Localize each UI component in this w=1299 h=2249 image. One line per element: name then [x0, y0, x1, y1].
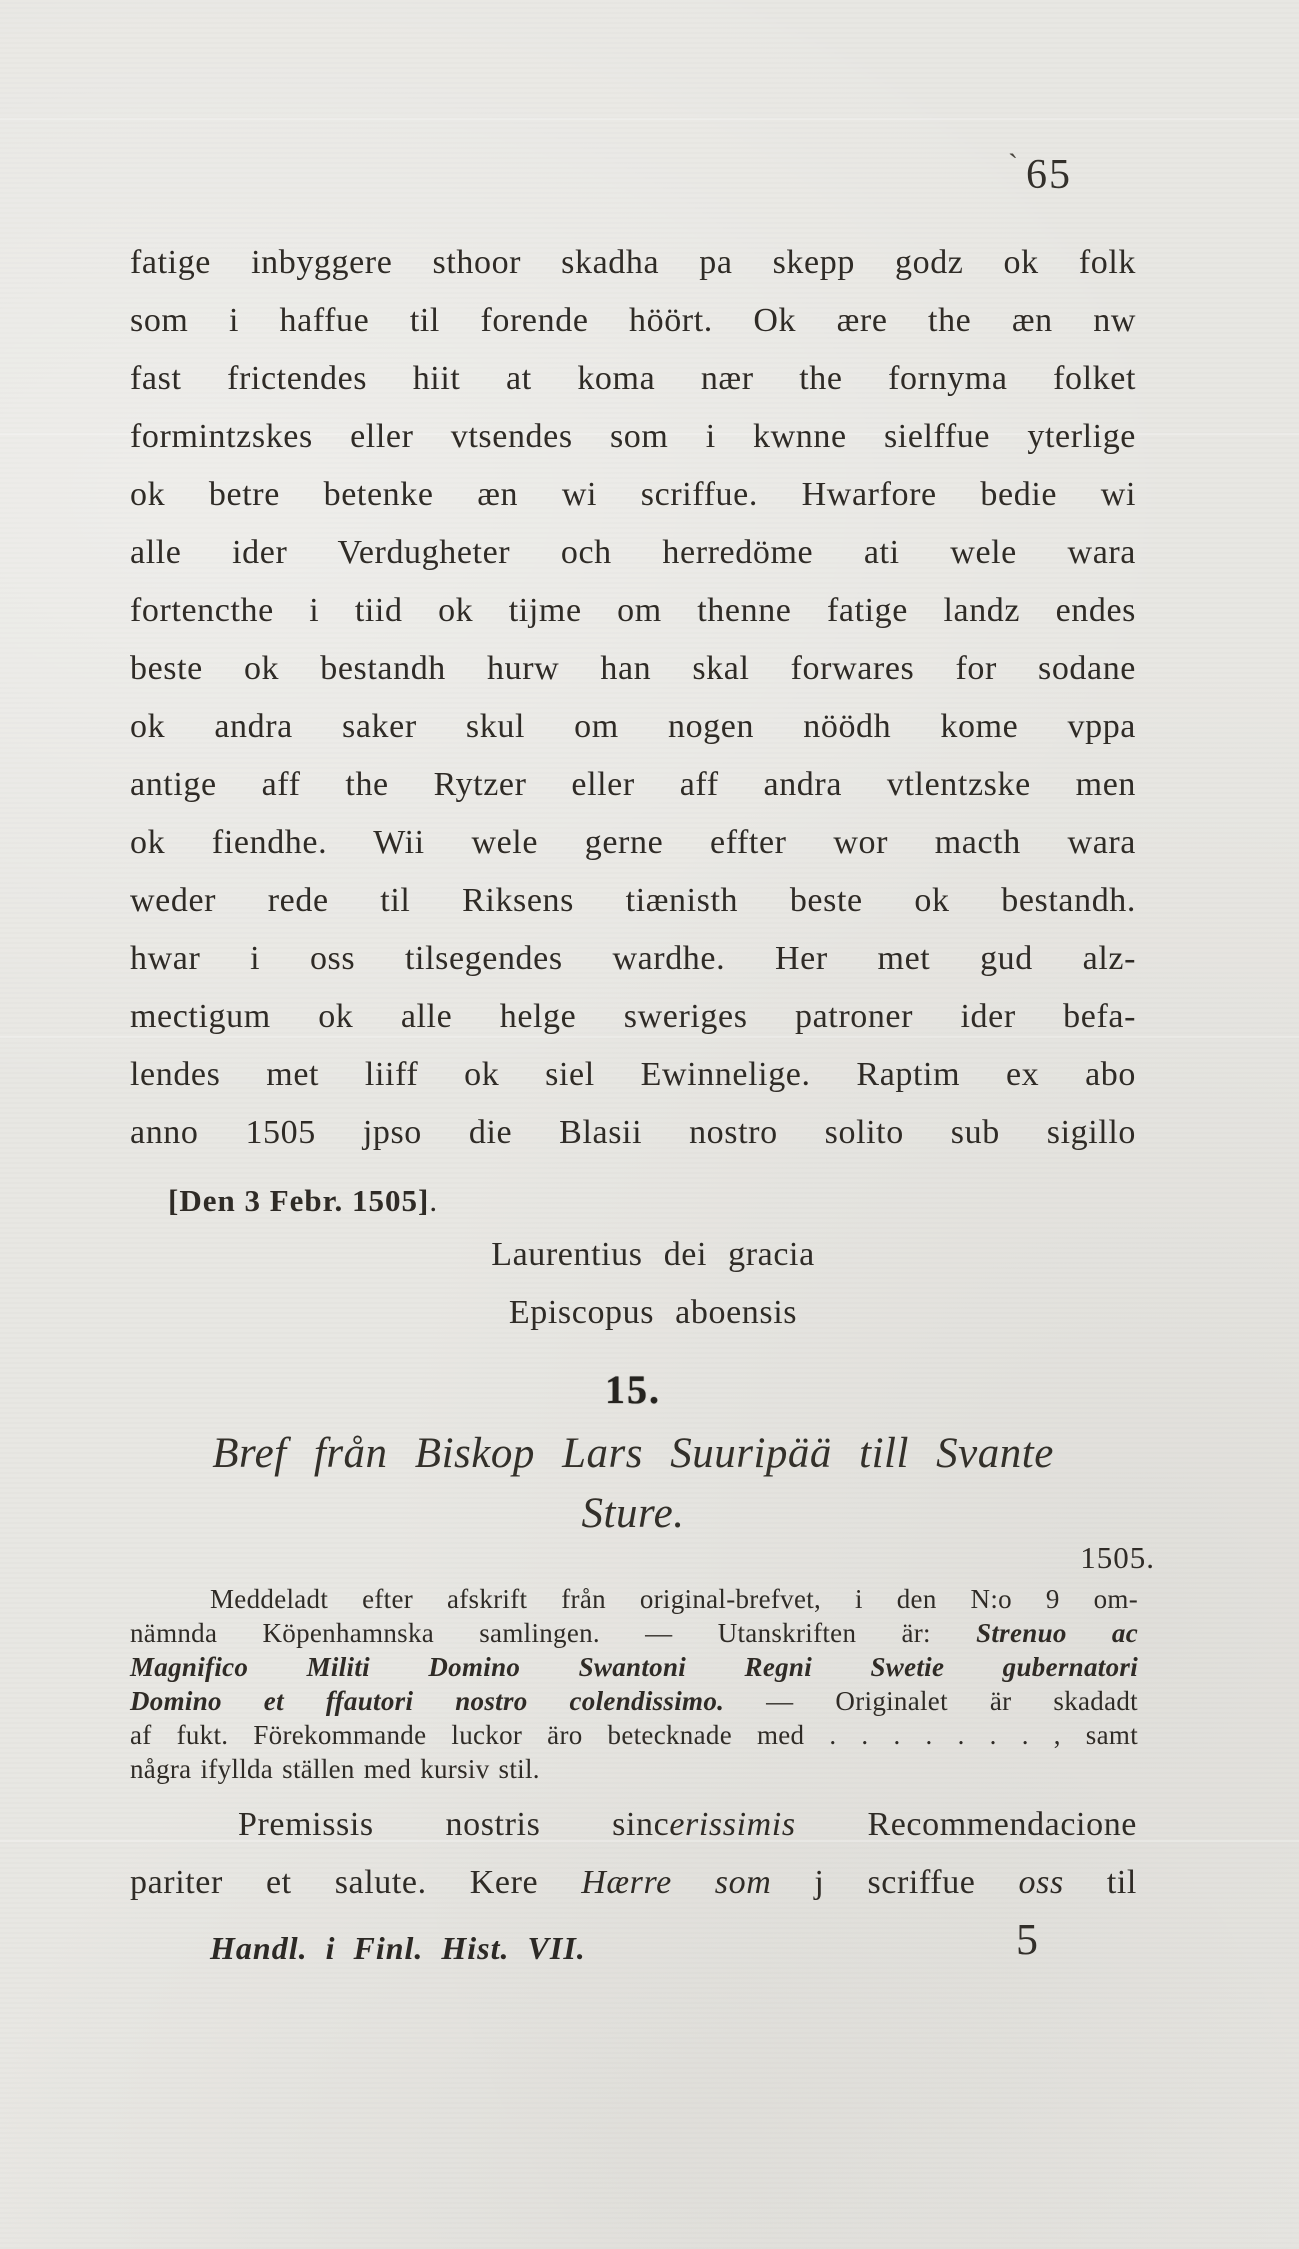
- date-bold: [Den 3 Febr. 1505]: [168, 1183, 430, 1218]
- page-number: 65: [1026, 152, 1072, 198]
- note-line: [130, 1684, 1138, 1718]
- closing-italic: erissimis: [669, 1806, 796, 1843]
- sheet-signature-number: 5: [1016, 1915, 1038, 1964]
- letter-line: alle ider Verdugheter och herredöme ati wele wara: [130, 534, 1136, 571]
- note-roman: nämnda Köpenhamnska samlingen. — Utanskriften är:: [130, 1618, 931, 1648]
- scan-streak: [0, 118, 1299, 120]
- letter-opening-block: [130, 1796, 1137, 1912]
- closing-roman: Recommendacione: [867, 1806, 1137, 1843]
- page-header: [1008, 148, 1072, 199]
- closing-roman: pariter et salute. Kere: [130, 1864, 539, 1901]
- letter-line: fortencthe i tiid ok tijme om thenne fatige landz endes: [130, 592, 1136, 629]
- letter-line: mectigum ok alle helge sweriges patroner ider befa-: [130, 998, 1136, 1035]
- signature-title: Episcopus aboensis: [508, 1294, 798, 1331]
- section-title-line: Bref från Biskop Lars Suuripää till Svante: [212, 1430, 1054, 1477]
- running-footer: Handl. i Finl. Hist. VII.: [210, 1930, 586, 1966]
- letter-text-block: [130, 234, 1136, 1162]
- letter-line: anno 1505 jpso die Blasii nostro solito sub sigillo: [130, 1114, 1136, 1151]
- letter-line: hwar i oss tilsegendes wardhe. Her met gud alz-: [130, 940, 1136, 977]
- letter-line: lendes met liiff ok siel Ewinnelige. Raptim ex abo: [130, 1056, 1136, 1093]
- letter-line: antige aff the Rytzer eller aff andra vtlentzske men: [130, 766, 1136, 803]
- note-roman: — Originalet är skadadt: [766, 1686, 1138, 1716]
- note-line: Meddeladt efter afskrift från original-brefvet, i den N:o 9 om-: [210, 1584, 1138, 1614]
- letter-line: beste ok bestandh hurw han skal forwares for sodane: [130, 650, 1136, 687]
- section-title-line: Sture.: [581, 1490, 685, 1537]
- letter-line: fast frictendes hiit at koma nær the fornyma folket: [130, 360, 1136, 397]
- closing-italic: oss: [1018, 1864, 1064, 1901]
- letter-signature: [150, 1226, 1156, 1342]
- letter-line: weder rede til Riksens tiænisth beste ok bestandh.: [130, 882, 1136, 919]
- note-line: Magnifico Militi Domino Swantoni Regni Swetie gubernatori: [130, 1652, 1138, 1682]
- letter-line: ok andra saker skul om nogen nöödh kome vppa: [130, 708, 1136, 745]
- section-number: 15.: [605, 1367, 661, 1412]
- letter-line: ok fiendhe. Wii wele gerne effter wor macth wara: [130, 824, 1136, 861]
- letter-line: formintzskes eller vtsendes som i kwnne sielffue yterlige: [130, 418, 1136, 455]
- closing-roman: til: [1106, 1864, 1137, 1901]
- closing-roman: j scriffue: [814, 1864, 976, 1901]
- editorial-date-note: [168, 1172, 438, 1230]
- section-title: [130, 1424, 1136, 1544]
- note-emphasis: Domino et ffautori nostro colendissimo.: [130, 1686, 725, 1716]
- letter-line: som i haffue til forende höört. Ok ære the æn nw: [130, 302, 1136, 339]
- note-line: af fukt. Förekommande luckor äro betecknade med . . . . . . . , samt: [130, 1720, 1138, 1750]
- letter-line: fatige inbyggere sthoor skadha pa skepp godz ok folk: [130, 244, 1136, 281]
- letter-line: [130, 1854, 1137, 1912]
- section-year: 1505.: [1080, 1540, 1155, 1575]
- closing-italic: Hærre som: [581, 1864, 772, 1901]
- letter-line: ok betre betenke æn wi scriffue. Hwarfore bedie wi: [130, 476, 1136, 513]
- date-tail: .: [429, 1183, 438, 1218]
- stray-ink-mark: ˋ: [1008, 148, 1020, 181]
- letter-line: [130, 1796, 1137, 1854]
- closing-roman: Premissis nostris sinc: [238, 1806, 670, 1843]
- signature-name: Laurentius dei gracia: [491, 1236, 815, 1273]
- note-line: några ifyllda ställen med kursiv stil.: [130, 1754, 540, 1784]
- note-line: [130, 1616, 1138, 1650]
- note-emphasis: Strenuo ac: [976, 1618, 1138, 1648]
- editorial-note-block: [130, 1582, 1138, 1786]
